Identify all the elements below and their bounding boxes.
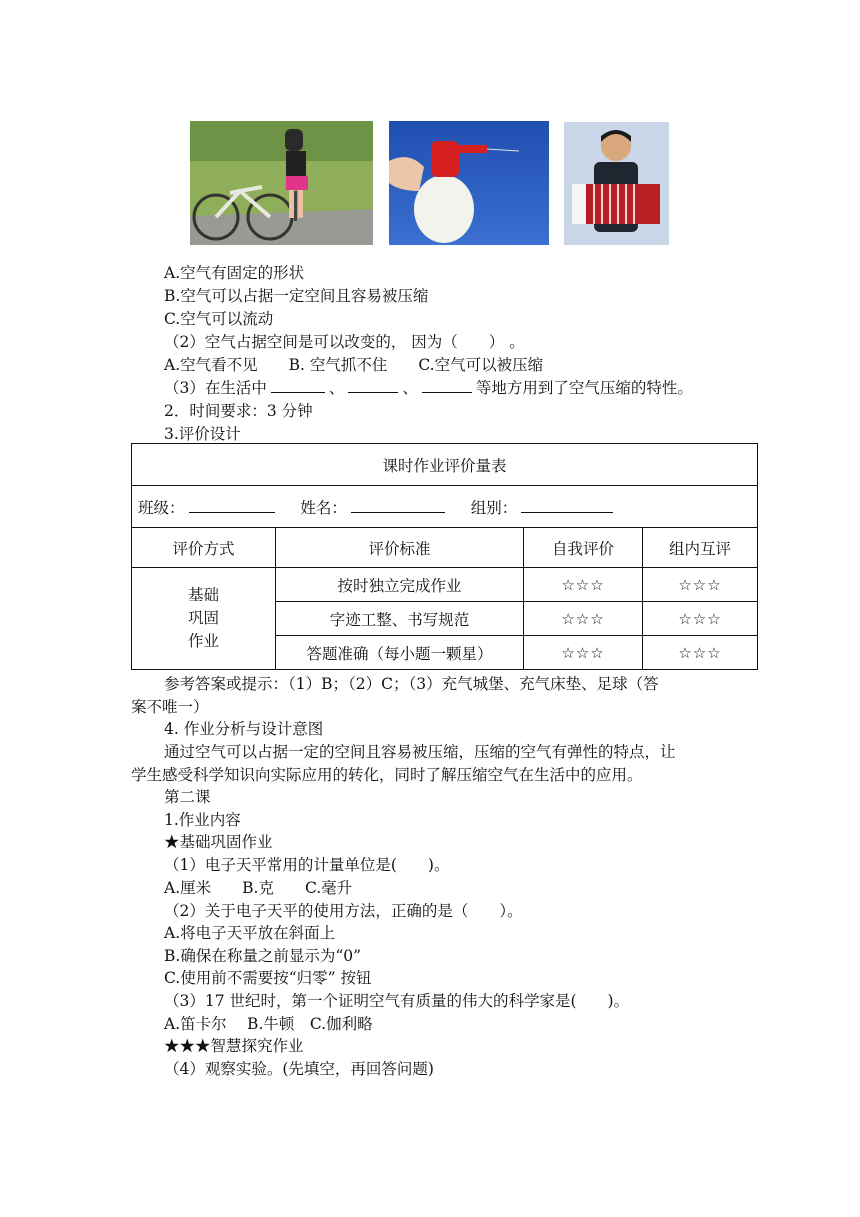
answers-line-2: 案不唯一） (131, 698, 209, 716)
peer-rating-stars: ☆☆☆ (643, 636, 758, 670)
analysis-heading: 4. 作业分析与设计意图 (164, 720, 324, 738)
info-row (132, 486, 758, 528)
category-cell (132, 568, 276, 670)
category-line: 作业 (187, 632, 219, 650)
q1-option-a: A.空气有固定的形状 (164, 264, 305, 282)
lesson2-q2: （2）关于电子天平的使用方法，正确的是（ ）。 (164, 902, 523, 920)
blank-1 (271, 378, 325, 393)
q2-options: A.空气看不见 B. 空气抓不住 C.空气可以被压缩 (164, 356, 544, 374)
class-label: 班级： (138, 498, 185, 517)
self-rating-stars: ☆☆☆ (524, 636, 643, 670)
lesson2-content-heading: 1.作业内容 (164, 811, 241, 829)
spray-bottle-photo (389, 121, 549, 245)
analysis-line-1: 通过空气可以占据一定的空间且容易被压缩，压缩的空气有弹性的特点，让 (164, 743, 676, 761)
lesson2-q3-options: A.笛卡尔 B.牛顿 C.伽利略 (164, 1015, 373, 1033)
q3-line (164, 376, 693, 398)
peer-rating-stars: ☆☆☆ (643, 568, 758, 602)
q1-option-c: C.空气可以流动 (164, 310, 274, 328)
class-field (189, 498, 275, 513)
category-line: 基础 (187, 586, 219, 604)
q2-stem: （2）空气占据空间是可以改变的， 因为（ ） 。 (164, 333, 525, 351)
criterion-cell: 答题准确（每小题一颗星） (276, 636, 524, 670)
criterion-cell: 字迹工整、书写规范 (276, 602, 524, 636)
time-requirement: 2．时间要求：3 分钟 (164, 402, 313, 420)
blank-2 (348, 378, 398, 393)
analysis-line-2: 学生感受科学知识向实际应用的转化，同时了解压缩空气在生活中的应用。 (131, 766, 643, 784)
blank-3 (422, 378, 472, 393)
bicycle-pump-photo (190, 121, 373, 245)
answers-line-1: 参考答案或提示：（1）B；（2）C；（3）充气城堡、充气床垫、足球（答 (164, 675, 659, 693)
header-method: 评价方式 (132, 528, 276, 568)
category-line: 巩固 (187, 609, 219, 627)
group-label: 组别： (470, 498, 518, 517)
q1-option-b: B.空气可以占据一定空间且容易被压缩 (164, 287, 429, 305)
header-self: 自我评价 (524, 528, 643, 568)
criterion-cell: 按时独立完成作业 (276, 568, 524, 602)
self-rating-stars: ☆☆☆ (524, 568, 643, 602)
lesson2-q3: （3）17 世纪时，第一个证明空气有质量的伟大的科学家是( )。 (164, 992, 630, 1010)
name-label: 姓名： (300, 498, 347, 517)
header-peer: 组内互评 (643, 528, 758, 568)
lesson2-q4: （4）观察实验。(先填空，再回答问题) (164, 1060, 434, 1078)
lesson2-q2-option-c: C.使用前不需要按“归零” 按钮 (164, 969, 372, 987)
lesson2-title: 第二课 (164, 788, 211, 806)
q3-suffix: 等地方用到了空气压缩的特性。 (475, 379, 693, 397)
table-title: 课时作业评价量表 (132, 444, 758, 486)
lesson2-q2-option-b: B.确保在称量之前显示为“0” (164, 947, 362, 965)
lesson2-q1: （1）电子天平常用的计量单位是( )。 (164, 856, 450, 874)
group-field (521, 498, 613, 513)
name-field (351, 498, 445, 513)
accordion-boy-photo (564, 122, 669, 245)
evaluation-table (131, 443, 758, 670)
peer-rating-stars: ☆☆☆ (643, 602, 758, 636)
lesson2-q2-option-a: A.将电子天平放在斜面上 (164, 924, 336, 942)
lesson2-q1-options: A.厘米 B.克 C.毫升 (164, 879, 353, 897)
self-rating-stars: ☆☆☆ (524, 602, 643, 636)
q3-sep2: 、 (402, 379, 418, 397)
basic-homework-heading: ★基础巩固作业 (164, 833, 273, 851)
header-criteria: 评价标准 (276, 528, 524, 568)
q3-sep1: 、 (328, 379, 345, 397)
eval-design-heading: 3.评价设计 (164, 425, 241, 443)
wisdom-homework-heading: ★★★智慧探究作业 (164, 1037, 304, 1055)
q3-prefix: （3）在生活中 (164, 379, 267, 397)
